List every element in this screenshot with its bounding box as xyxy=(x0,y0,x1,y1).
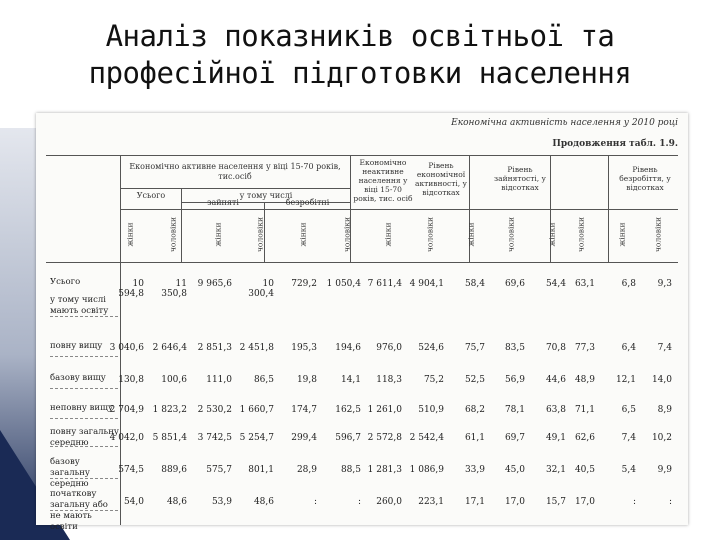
table-cell: 44,6 xyxy=(545,375,566,385)
table-cell: 9 965,6 xyxy=(197,279,232,289)
table-cell: 78,1 xyxy=(504,405,525,415)
row-label-5: повну загальну середню xyxy=(50,427,119,448)
table-cell: 976,0 xyxy=(376,343,402,353)
table-cell: 70,8 xyxy=(545,343,566,353)
table-cell: 14,1 xyxy=(340,375,361,385)
table-cell: 15,7 xyxy=(545,497,566,507)
table-cell: 260,0 xyxy=(376,497,402,507)
table-top-line xyxy=(46,155,678,156)
table-cell: 111,0 xyxy=(206,375,232,385)
hdr-employed: зайняті xyxy=(207,198,239,207)
row-label-1: у тому числі мають освіту xyxy=(50,295,109,316)
table-cell: 2 572,8 xyxy=(367,433,402,443)
hdr-inactive: Економічно неактивне населення у віці 15-70 років, тис. осіб xyxy=(353,158,413,203)
table-cell: 71,1 xyxy=(574,405,595,415)
table-cell: 33,9 xyxy=(464,465,485,475)
table-cell: 2 451,8 xyxy=(239,343,274,353)
slide-title-line2: професійної підготовки населення xyxy=(88,56,632,90)
sheet-header-table: Продовження табл. 1.9. xyxy=(552,139,678,149)
table-cell: 32,1 xyxy=(545,465,566,475)
table-cell: 2 704,9 xyxy=(109,405,144,415)
table-cell: 48,6 xyxy=(166,497,187,507)
table-cell: 6,5 xyxy=(621,405,636,415)
table-cell: 5 851,4 xyxy=(152,433,187,443)
table-cell: 19,8 xyxy=(296,375,317,385)
table-cell: 61,1 xyxy=(464,433,485,443)
sub-header-0: жінки xyxy=(125,222,135,247)
hdr-activity: Рівень економічної активності, у відсотках xyxy=(415,161,467,197)
table-cell: 174,7 xyxy=(291,405,317,415)
hdr-main-group: Економічно активне населення у віці 15-70 років, тис.осіб xyxy=(129,162,341,181)
table-cell: 8,9 xyxy=(657,405,672,415)
table-cell: 54,4 xyxy=(545,279,566,289)
table-cell: 69,7 xyxy=(504,433,525,443)
hdr-incl: у тому числі xyxy=(239,191,293,200)
table-cell: 86,5 xyxy=(253,375,274,385)
table-cell: 63,1 xyxy=(574,279,595,289)
table-cell: 2 646,4 xyxy=(152,343,187,353)
table-cell: 801,1 xyxy=(248,465,274,475)
row-separator xyxy=(50,418,118,419)
table-cell: 1 261,0 xyxy=(367,405,402,415)
table-cell: 7,4 xyxy=(657,343,672,353)
header-line-c xyxy=(120,209,678,210)
row-label-0: Усього xyxy=(50,277,81,287)
table-cell: 75,2 xyxy=(423,375,444,385)
sub-header-3: чоловіки xyxy=(255,216,265,253)
table-cell: : xyxy=(357,497,361,507)
table-cell: 118,3 xyxy=(376,375,402,385)
table-cell: 510,9 xyxy=(418,405,444,415)
table-cell: 299,4 xyxy=(291,433,317,443)
row-label-7: початкову загальну або не мають освіти xyxy=(50,489,108,532)
table-cell: 7 611,4 xyxy=(367,279,402,289)
table-cell: 4 904,1 xyxy=(409,279,444,289)
table-cell: 5,4 xyxy=(621,465,636,475)
table-cell: 889,6 xyxy=(161,465,187,475)
table-cell: 88,5 xyxy=(340,465,361,475)
table-cell: 77,3 xyxy=(574,343,595,353)
sub-header-5: чоловіки xyxy=(342,216,352,253)
row-label-2: повну вищу xyxy=(50,341,103,351)
table-cell: 2 530,2 xyxy=(197,405,232,415)
col-line-1 xyxy=(181,188,182,262)
row-separator xyxy=(50,316,118,317)
row-separator xyxy=(50,446,118,447)
table-cell: 62,6 xyxy=(574,433,595,443)
table-cell: 3 040,6 xyxy=(109,343,144,353)
table-cell: 596,7 xyxy=(335,433,361,443)
table-cell: 48,9 xyxy=(574,375,595,385)
table-cell: 17,0 xyxy=(504,497,525,507)
col-line-6 xyxy=(608,155,609,262)
hdr-total: Усього xyxy=(136,191,166,200)
slide-title xyxy=(0,18,720,92)
table-cell: 10,2 xyxy=(651,433,672,443)
table-cell: 7,4 xyxy=(621,433,636,443)
table-cell: 575,7 xyxy=(206,465,232,475)
row-label-6: базову загальну середню xyxy=(50,457,90,489)
table-cell: 48,6 xyxy=(253,497,274,507)
table-cell: : xyxy=(632,497,636,507)
header-line-a xyxy=(120,188,350,189)
sub-header-4: жінки xyxy=(298,222,308,247)
row-separator xyxy=(50,478,118,479)
table-cell: 6,8 xyxy=(621,279,636,289)
sheet-header-italic: Економічна активність населення у 2010 році xyxy=(451,118,678,128)
table-cell: 54,0 xyxy=(123,497,144,507)
table-cell: 223,1 xyxy=(418,497,444,507)
table-cell: 9,3 xyxy=(657,279,672,289)
hdr-unemployed: безробітні xyxy=(285,198,330,207)
table-cell: 45,0 xyxy=(504,465,525,475)
table-cell: 5 254,7 xyxy=(239,433,274,443)
sub-header-13: чоловіки xyxy=(653,216,663,253)
scanned-table-sheet xyxy=(36,113,688,532)
table-cell: 524,6 xyxy=(418,343,444,353)
table-cell: 1 823,2 xyxy=(152,405,187,415)
table-cell: : xyxy=(313,497,317,507)
table-cell: 100,6 xyxy=(161,375,187,385)
table-cell: 9,9 xyxy=(657,465,672,475)
table-cell: 56,9 xyxy=(504,375,525,385)
table-cell: 69,6 xyxy=(504,279,525,289)
table-cell: 53,9 xyxy=(211,497,232,507)
table-cell: 162,5 xyxy=(335,405,361,415)
table-cell: 2 542,4 xyxy=(409,433,444,443)
table-cell: : xyxy=(668,497,672,507)
row-separator xyxy=(50,388,118,389)
table-cell: 4 042,0 xyxy=(109,433,144,443)
table-cell: 6,4 xyxy=(621,343,636,353)
hdr-employment: Рівень зайнятості, у відсотках xyxy=(494,165,546,192)
sub-header-6: жінки xyxy=(383,222,393,247)
row-separator xyxy=(50,356,118,357)
sub-header-12: жінки xyxy=(617,222,627,247)
row-label-4: неповну вищу xyxy=(50,403,113,413)
table-cell: 10 594,8 xyxy=(118,279,144,299)
sub-header-2: жінки xyxy=(213,222,223,247)
row-separator xyxy=(50,510,118,511)
table-cell: 1 660,7 xyxy=(239,405,274,415)
table-cell: 729,2 xyxy=(291,279,317,289)
table-cell: 40,5 xyxy=(574,465,595,475)
table-cell: 574,5 xyxy=(118,465,144,475)
table-cell: 49,1 xyxy=(545,433,566,443)
table-cell: 11 350,8 xyxy=(161,279,187,299)
table-cell: 2 851,3 xyxy=(197,343,232,353)
table-cell: 52,5 xyxy=(464,375,485,385)
table-cell: 195,3 xyxy=(291,343,317,353)
table-cell: 12,1 xyxy=(615,375,636,385)
table-cell: 130,8 xyxy=(118,375,144,385)
table-cell: 1 050,4 xyxy=(326,279,361,289)
table-cell: 14,0 xyxy=(651,375,672,385)
table-cell: 1 281,3 xyxy=(367,465,402,475)
sub-header-7: чоловіки xyxy=(425,216,435,253)
table-cell: 83,5 xyxy=(504,343,525,353)
sub-header-11: чоловіки xyxy=(576,216,586,253)
table-cell: 10 300,4 xyxy=(248,279,274,299)
row-label-3: базову вищу xyxy=(50,373,106,383)
table-cell: 75,7 xyxy=(464,343,485,353)
slide-title-line1: Аналіз показників освітньої та xyxy=(105,19,615,53)
table-cell: 3 742,5 xyxy=(197,433,232,443)
table-header-bottom-line xyxy=(46,262,678,263)
table-cell: 194,6 xyxy=(335,343,361,353)
sub-header-9: чоловіки xyxy=(506,216,516,253)
table-cell: 58,4 xyxy=(464,279,485,289)
hdr-unemp-rate: Рівень безробіття, у відсотках xyxy=(619,165,671,192)
sub-header-1: чоловіки xyxy=(168,216,178,253)
table-cell: 17,0 xyxy=(574,497,595,507)
table-cell: 68,2 xyxy=(464,405,485,415)
table-cell: 1 086,9 xyxy=(409,465,444,475)
table-cell: 63,8 xyxy=(545,405,566,415)
sub-header-10: жінки xyxy=(547,222,557,247)
sub-header-8: жінки xyxy=(466,222,476,247)
table-cell: 28,9 xyxy=(296,465,317,475)
table-cell: 17,1 xyxy=(464,497,485,507)
